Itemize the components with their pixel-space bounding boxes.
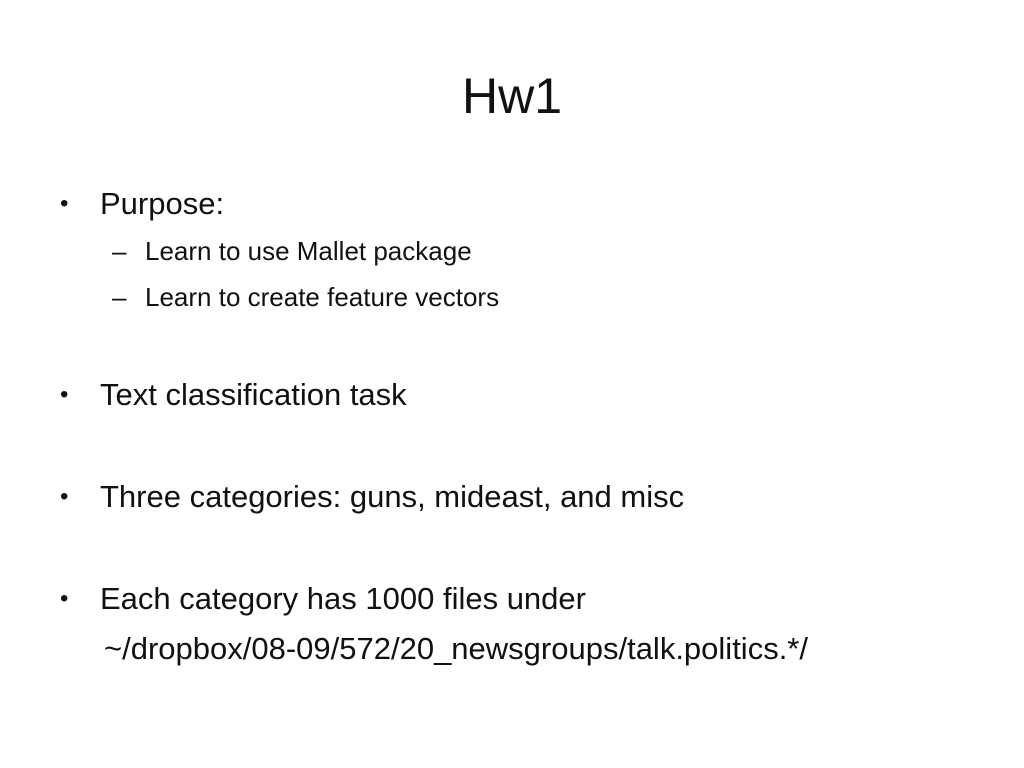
subitem-feature-vectors [112,282,499,312]
bullet-icon: • [60,381,69,408]
bullet-text-classification [60,377,407,413]
subitem-text: Learn to create feature vectors [145,282,500,312]
bullet-icon: • [60,483,69,510]
dash-icon: – [112,236,127,266]
path-text: ~/dropbox/08-09/572/20_newsgroups/talk.politics.*/ [104,631,808,666]
subitem-mallet [112,236,472,266]
bullet-purpose [60,186,224,222]
bullet-files [60,581,586,617]
bullet-icon: • [60,190,69,217]
subitem-text: Learn to use Mallet package [145,236,472,266]
bullet-text: Each category has 1000 files under [100,581,586,616]
bullet-icon: • [60,585,69,612]
bullet-categories [60,479,684,515]
bullet-text: Text classification task [100,377,407,412]
bullet-text: Purpose: [100,186,225,221]
bullet-text: Three categories: guns, mideast, and misc [100,479,685,514]
slide-title: Hw1 [461,68,563,124]
dash-icon: – [112,282,127,312]
